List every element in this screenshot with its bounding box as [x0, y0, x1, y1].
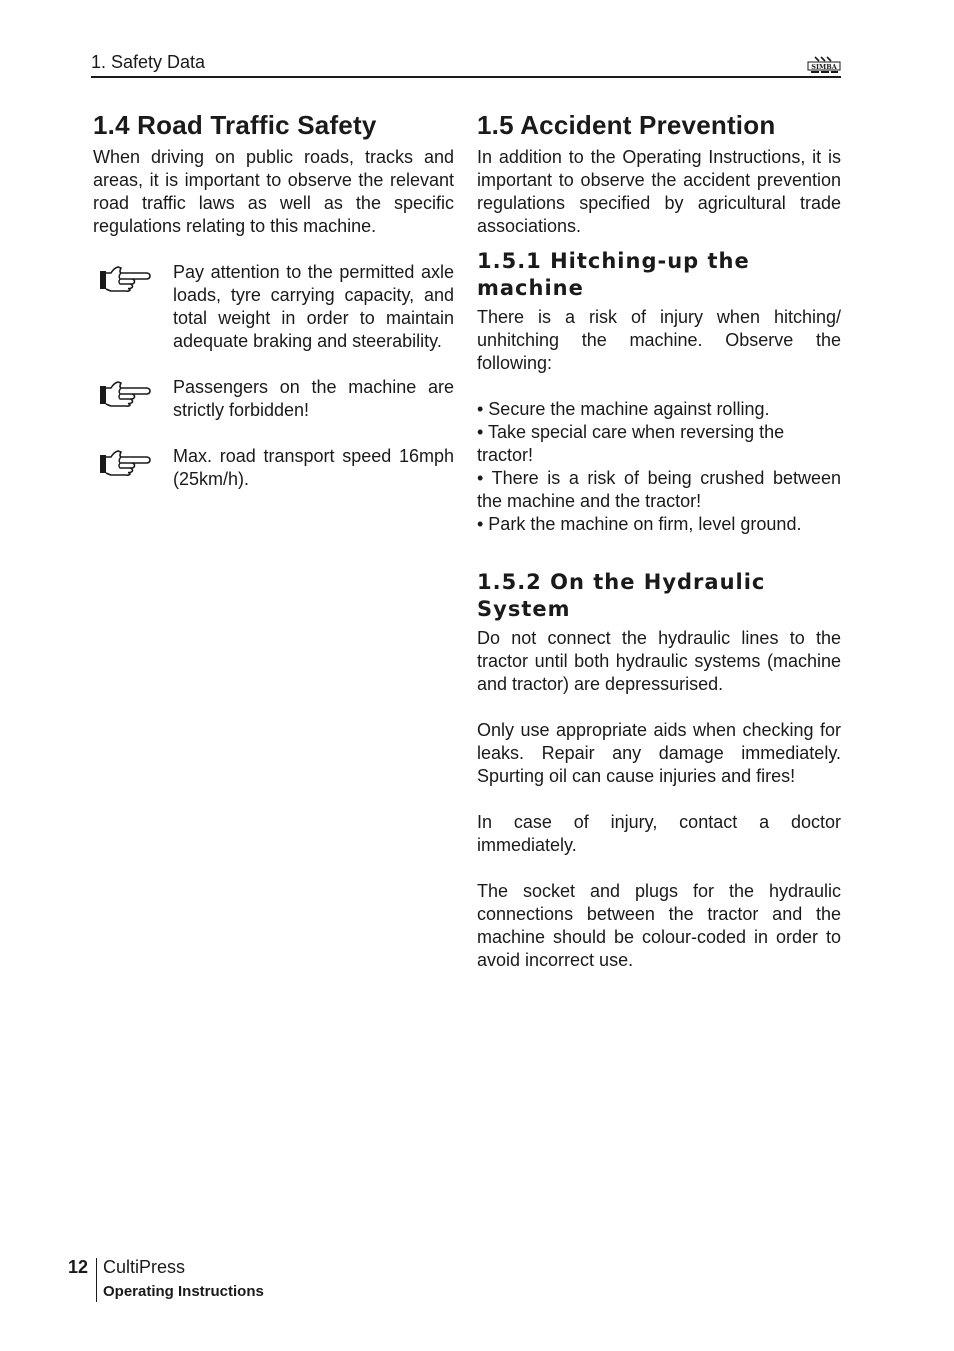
pointing-hand-icon [99, 264, 151, 292]
footer-divider [96, 1258, 97, 1302]
subsection-title-hitching: 1.5.1 Hitching-up the machine [477, 249, 750, 300]
pointing-hand-icon [99, 379, 151, 407]
section-title: 1.5 Accident Prevention [477, 110, 776, 140]
accident-prevention-section [477, 110, 841, 972]
simba-logo [807, 55, 841, 75]
list-item: • There is a risk of being crushed between the machine and the tractor! [477, 468, 841, 511]
page-number: 12 [68, 1257, 89, 1277]
hitching-intro: There is a risk of injury when hitching/ unhitching the machine. Observe the following: [477, 307, 841, 373]
note-text: Pay attention to the permitted axle loads, tyre carrying capacity, and total weight in order to maintain adequate braking and steerability. [173, 262, 454, 351]
footer-subtitle: Operating Instructions [103, 1283, 264, 1300]
pointing-hand-icon [99, 448, 151, 476]
note-text: Passengers on the machine are strictly forbidden! [173, 377, 454, 420]
note-speed [93, 445, 454, 491]
svg-text:SIMBA: SIMBA [811, 63, 837, 71]
note-passengers [93, 376, 454, 422]
note-text: Max. road transport speed 16mph (25km/h). [173, 446, 454, 489]
list-item: • Take special care when reversing the tractor! [477, 422, 785, 465]
hydraulic-paragraph: In case of injury, contact a doctor immediately. [477, 812, 841, 855]
hitching-bullet-list [477, 398, 841, 536]
list-item: • Park the machine on firm, level ground. [477, 514, 802, 534]
note-axle-loads [93, 261, 454, 353]
road-traffic-section [93, 110, 454, 491]
hydraulic-paragraph: The socket and plugs for the hydraulic connections between the tractor and the machine should be colour-coded in order to avoid incorrect use. [477, 881, 841, 970]
hydraulic-paragraph: Do not connect the hydraulic lines to the tractor until both hydraulic systems (machine and tractor) are depressurised. [477, 628, 841, 694]
hydraulic-paragraph: Only use appropriate aids when checking for leaks. Repair any damage immediately. Spurting oil can cause injuries and fires! [477, 720, 841, 786]
footer-product-name: CultiPress [103, 1257, 186, 1277]
header-rule [91, 76, 841, 78]
subsection-title-hydraulic: 1.5.2 On the Hydraulic System [477, 570, 766, 621]
section-intro: In addition to the Operating Instructions, it is important to observe the accident prevention regulations specified by agricultural trade associations. [477, 147, 841, 236]
section-title: 1.4 Road Traffic Safety [93, 110, 377, 140]
section-intro: When driving on public roads, tracks and areas, it is important to observe the relevant road traffic laws as well as the specific regulations relating to this machine. [93, 147, 454, 236]
list-item: • Secure the machine against rolling. [477, 399, 770, 419]
running-header: 1. Safety Data [91, 52, 206, 72]
